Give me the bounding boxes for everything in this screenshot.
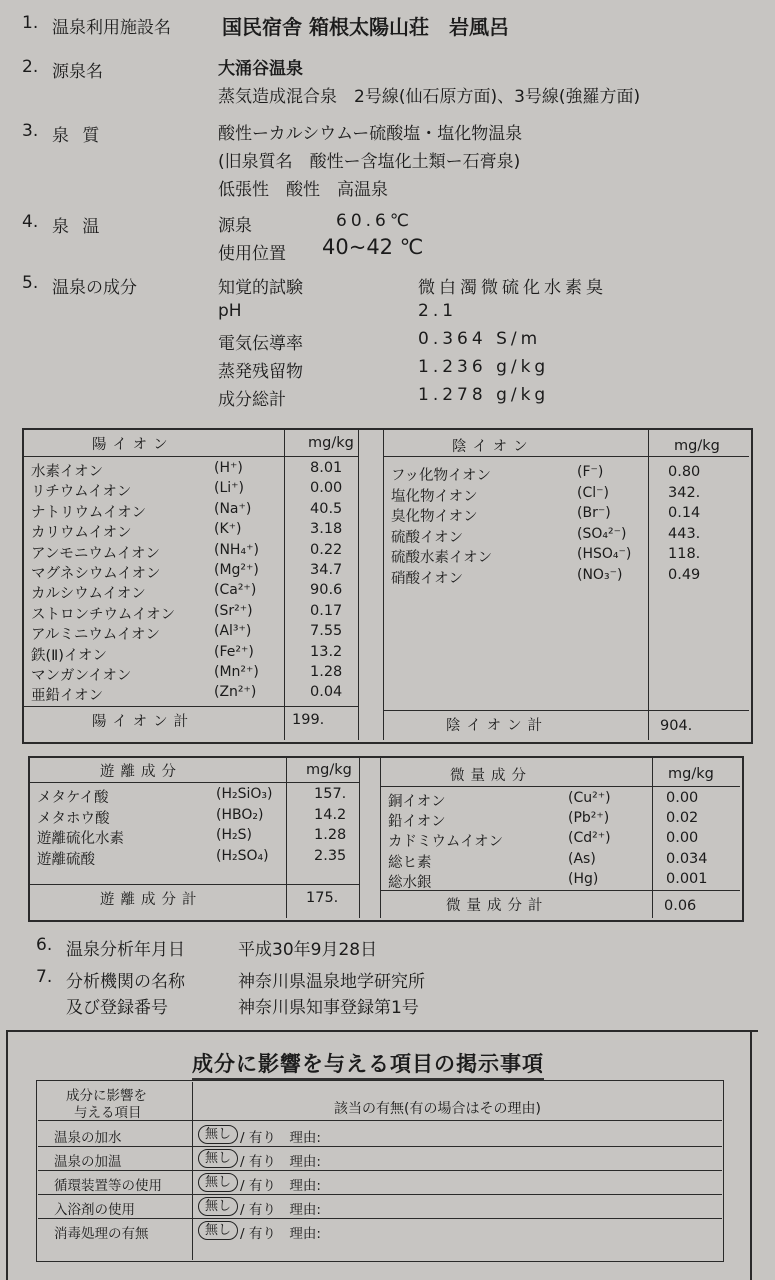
section-2-label: 源泉名	[52, 62, 103, 82]
cation-symbol: (Mg²⁺)	[214, 562, 259, 578]
free-value: 2.35	[314, 847, 347, 864]
notice-item: 温泉の加水	[54, 1130, 122, 1146]
anion-total-label: 陰イオン計	[446, 718, 549, 734]
cation-name: アルミニウムイオン	[31, 627, 161, 644]
trace-symbol: (Cu²⁺)	[568, 790, 611, 806]
cation-unit: mg/kg	[308, 435, 354, 451]
use-temp-value: 40~42 ℃	[322, 235, 424, 259]
none-circled: 無し	[198, 1173, 238, 1192]
anion-name: 硝酸イオン	[391, 571, 464, 587]
anion-value: 0.14	[668, 505, 701, 522]
section-7-number: 7.	[36, 967, 53, 987]
source-temp-value: 60.6℃	[336, 211, 413, 231]
cation-value: 0.04	[310, 684, 343, 701]
section-6-number: 6.	[36, 935, 53, 955]
none-circled: 無し	[198, 1197, 238, 1216]
free-symbol: (H₂SO₄)	[216, 847, 269, 864]
cation-symbol: (Mn²⁺)	[214, 664, 259, 680]
anion-total: 904.	[660, 718, 693, 734]
cation-symbol: (Zn²⁺)	[214, 684, 257, 701]
section-6-label: 温泉分析年月日	[66, 940, 185, 960]
source-detail: 蒸気造成混合泉 2号線(仙石原方面)、3号線(強羅方面)	[218, 87, 641, 107]
free-name: メタケイ酸	[37, 790, 109, 806]
trace-total: 0.06	[664, 898, 697, 914]
trace-total-label: 微量成分計	[446, 898, 549, 914]
summary-value: 0.364 S/m	[418, 329, 542, 349]
cation-value: 0.00	[310, 480, 343, 497]
registration-number: 神奈川県知事登録第1号	[238, 998, 419, 1018]
cation-symbol: (K⁺)	[214, 521, 242, 538]
spring-quality: 酸性ーカルシウムー硫酸塩・塩化物温泉	[218, 124, 523, 144]
section-2-number: 2.	[22, 57, 39, 77]
summary-value: 1.278 g/kg	[418, 385, 550, 405]
section-3-number: 3.	[22, 121, 39, 141]
source-name: 大涌谷温泉	[218, 59, 303, 79]
quality-class: 低張性 酸性 高温泉	[218, 180, 388, 200]
cation-symbol: (H⁺)	[214, 460, 243, 476]
cation-value: 0.17	[310, 602, 343, 619]
notice-reason: / 有り 理由:	[240, 1226, 321, 1242]
notice-item: 温泉の加温	[54, 1154, 122, 1170]
anion-symbol: (SO₄²⁻)	[577, 525, 627, 542]
trace-header: 微量成分	[450, 768, 532, 784]
free-symbol: (H₂S)	[216, 827, 252, 843]
anion-header: 陰イオン	[452, 439, 534, 455]
summary-key: 知覚的試験	[218, 278, 303, 298]
notice-item: 消毒処理の有無	[54, 1226, 149, 1242]
anion-name: 臭化物イオン	[391, 509, 478, 526]
cation-value: 1.28	[310, 664, 343, 680]
trace-name: カドミウムイオン	[388, 834, 504, 851]
source-temp-label: 源泉	[218, 216, 252, 236]
summary-value: 微白濁微硫化水素臭	[418, 278, 607, 298]
free-total: 175.	[306, 890, 339, 906]
cation-symbol: (Sr²⁺)	[214, 602, 253, 619]
anion-name: フッ化物イオン	[391, 468, 492, 484]
trace-name: 総ヒ素	[388, 854, 432, 871]
cation-symbol: (Na⁺)	[214, 500, 252, 517]
trace-value: 0.00	[666, 790, 699, 806]
anion-name: 硫酸イオン	[391, 529, 464, 546]
trace-symbol: (As)	[568, 850, 596, 867]
anion-value: 342.	[668, 484, 701, 501]
free-total-label: 遊離成分計	[100, 892, 203, 908]
cation-value: 90.6	[310, 582, 343, 599]
anion-value: 0.49	[668, 567, 701, 583]
free-header: 遊離成分	[100, 764, 182, 780]
notice-reason: / 有り 理由:	[240, 1154, 321, 1170]
cation-value: 40.5	[310, 500, 343, 517]
none-circled: 無し	[198, 1149, 238, 1168]
analysis-institute: 神奈川県温泉地学研究所	[238, 972, 425, 992]
anion-symbol: (Br⁻)	[577, 505, 611, 522]
trace-symbol: (Pb²⁺)	[568, 810, 610, 827]
section-4-label: 泉 温	[52, 217, 104, 237]
cation-name: 亜鉛イオン	[31, 688, 104, 705]
notice-col2-header: 該当の有無(有の場合はその理由)	[334, 1101, 541, 1117]
free-unit: mg/kg	[306, 762, 352, 778]
free-symbol: (H₂SiO₃)	[216, 786, 273, 802]
facility-name: 国民宿舎 箱根太陽山荘 岩風呂	[222, 15, 509, 39]
free-name: メタホウ酸	[37, 810, 110, 827]
cation-name: アンモニウムイオン	[31, 545, 161, 562]
notice-item: 循環装置等の使用	[54, 1178, 162, 1194]
trace-value: 0.00	[666, 830, 699, 847]
cation-value: 0.22	[310, 541, 343, 558]
cation-value: 34.7	[310, 562, 343, 578]
trace-value: 0.001	[666, 870, 708, 887]
cation-name: ナトリウムイオン	[31, 504, 147, 521]
trace-value: 0.02	[666, 810, 699, 827]
trace-symbol: (Cd²⁺)	[568, 830, 611, 847]
free-value: 14.2	[314, 806, 347, 823]
none-circled: 無し	[198, 1221, 238, 1240]
cation-name: 水素イオン	[31, 464, 104, 480]
free-value: 157.	[314, 786, 347, 802]
anion-name: 硫酸水素イオン	[391, 550, 493, 567]
trace-name: 総水銀	[388, 874, 432, 891]
section-1-label: 温泉利用施設名	[52, 18, 171, 38]
anion-symbol: (Cl⁻)	[577, 484, 609, 501]
anion-symbol: (F⁻)	[577, 464, 604, 480]
old-quality-name: (旧泉質名 酸性ー含塩化土類ー石膏泉)	[218, 152, 521, 172]
cation-name: リチウムイオン	[31, 484, 132, 501]
cation-total-label: 陽イオン計	[92, 714, 195, 730]
cation-symbol: (Fe²⁺)	[214, 643, 254, 660]
cation-name: カリウムイオン	[31, 525, 132, 542]
anion-symbol: (HSO₄⁻)	[577, 546, 632, 563]
section-5-number: 5.	[22, 273, 39, 293]
section-7-label-1: 分析機関の名称	[66, 972, 185, 992]
section-5-label: 温泉の成分	[52, 278, 137, 298]
notice-reason: / 有り 理由:	[240, 1130, 321, 1146]
cation-name: 鉄(Ⅱ)イオン	[31, 647, 108, 664]
anion-unit: mg/kg	[674, 438, 720, 454]
notice-col1-line2: 与える項目	[74, 1105, 142, 1121]
anion-name: 塩化物イオン	[391, 488, 478, 505]
cation-name: ストロンチウムイオン	[31, 606, 176, 623]
anion-value: 443.	[668, 525, 701, 542]
notice-title: 成分に影響を与える項目の掲示事項	[192, 1048, 544, 1080]
summary-key: 成分総計	[218, 390, 286, 410]
free-name: 遊離硫酸	[37, 851, 95, 868]
use-temp-label: 使用位置	[218, 244, 286, 264]
none-circled: 無し	[198, 1125, 238, 1144]
trace-name: 銅イオン	[388, 794, 446, 810]
cation-value: 3.18	[310, 521, 343, 538]
trace-symbol: (Hg)	[568, 870, 599, 887]
cation-symbol: (NH₄⁺)	[214, 541, 259, 558]
free-value: 1.28	[314, 827, 347, 843]
cation-name: マンガンイオン	[31, 668, 132, 684]
notice-col1-line1: 成分に影響を	[66, 1088, 147, 1104]
free-symbol: (HBO₂)	[216, 806, 264, 823]
summary-value: 1.236 g/kg	[418, 357, 550, 377]
cation-symbol: (Al³⁺)	[214, 623, 252, 640]
section-3-label: 泉 質	[52, 126, 104, 146]
notice-reason: / 有り 理由:	[240, 1202, 321, 1218]
trace-name: 鉛イオン	[388, 814, 446, 831]
section-7-label-2: 及び登録番号	[66, 998, 168, 1018]
free-name: 遊離硫化水素	[37, 831, 124, 847]
summary-key: pH	[218, 301, 242, 321]
anion-value: 0.80	[668, 464, 701, 480]
trace-value: 0.034	[666, 850, 708, 867]
cation-header: 陽イオン	[92, 437, 174, 453]
cation-symbol: (Li⁺)	[214, 480, 245, 497]
notice-item: 入浴剤の使用	[54, 1202, 135, 1218]
cation-name: マグネシウムイオン	[31, 566, 161, 582]
cation-total: 199.	[292, 712, 325, 728]
anion-value: 118.	[668, 546, 701, 563]
summary-value: 2.1	[418, 301, 458, 321]
cation-value: 7.55	[310, 623, 343, 640]
section-4-number: 4.	[22, 212, 39, 232]
summary-key: 蒸発残留物	[218, 362, 303, 382]
cation-value: 13.2	[310, 643, 343, 660]
cation-symbol: (Ca²⁺)	[214, 582, 257, 599]
summary-key: 電気伝導率	[218, 334, 303, 354]
cation-name: カルシウムイオン	[31, 586, 146, 603]
trace-unit: mg/kg	[668, 766, 714, 782]
analysis-date: 平成30年9月28日	[238, 940, 378, 960]
notice-reason: / 有り 理由:	[240, 1178, 321, 1194]
section-1-number: 1.	[22, 13, 39, 33]
anion-symbol: (NO₃⁻)	[577, 567, 623, 583]
cation-value: 8.01	[310, 460, 343, 476]
